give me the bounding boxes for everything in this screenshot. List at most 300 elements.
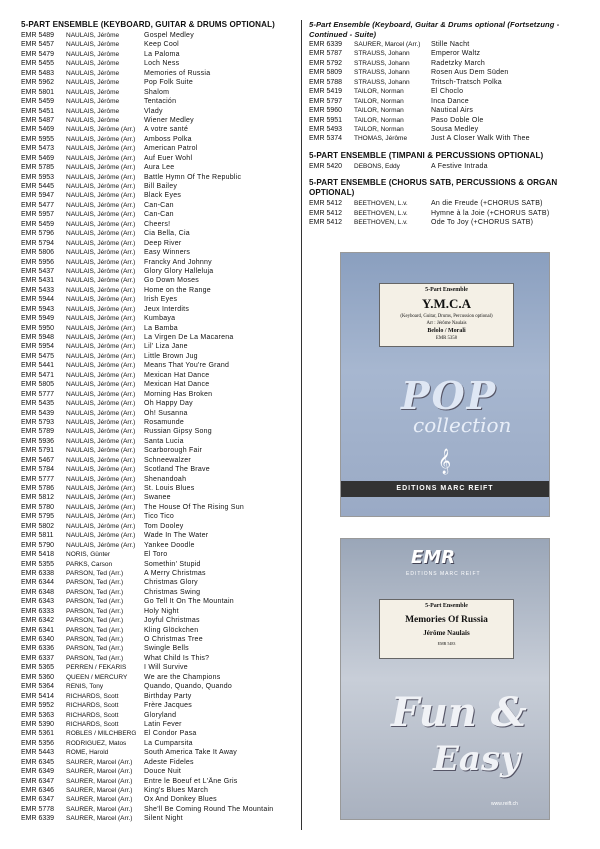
catalog-code: EMR 5479: [21, 50, 55, 58]
composer-name: PARSON, Ted (Arr.): [66, 607, 124, 615]
catalog-row: [21, 182, 299, 191]
composer-name: RODRIGUEZ, Matos: [66, 739, 127, 747]
catalog-code: EMR 5784: [21, 466, 55, 474]
catalog-code: EMR 5443: [21, 749, 55, 757]
catalog-row: [21, 475, 299, 484]
composer-name: NAULAIS, Jérôme (Arr.): [66, 220, 136, 228]
piece-title: Mexican Hat Dance: [144, 371, 210, 379]
piece-title: Frère Jacques: [144, 702, 192, 710]
catalog-row: [21, 560, 299, 569]
catalog-code: EMR 5778: [21, 805, 55, 813]
catalog-code: EMR 5441: [21, 362, 55, 370]
piece-title: Christmas Swing: [144, 588, 201, 596]
cover-ymca-code: EMR 5358: [435, 336, 458, 341]
catalog-code: EMR 5962: [21, 79, 55, 87]
section-title-keyboard: 5-PART ENSEMBLE (KEYBOARD, GUITAR & DRUMS OPTIONAL): [21, 20, 275, 29]
composer-name: PARSON, Ted (Arr.): [66, 579, 124, 587]
catalog-row: [309, 209, 581, 218]
composer-name: NAULAIS, Jérôme (Arr.): [66, 126, 136, 134]
piece-title: What Child Is This?: [144, 654, 210, 662]
cover-ymca-publisher: EDITIONS MARC REIFT: [341, 481, 549, 497]
catalog-row: [21, 795, 299, 804]
piece-title: Aura Lee: [144, 164, 175, 172]
composer-name: BEETHOVEN, L.v.: [354, 209, 408, 217]
catalog-code: EMR 5805: [21, 381, 55, 389]
piece-title: Quando, Quando, Quando: [144, 683, 233, 691]
piece-title: Stille Nacht: [431, 41, 470, 48]
composer-name: STRAUSS, Johann: [354, 50, 410, 58]
catalog-row: [21, 361, 299, 370]
catalog-code: EMR 5777: [21, 390, 55, 398]
piece-title: An die Freude (+CHORUS SATB): [431, 200, 543, 208]
catalog-row: [21, 50, 299, 59]
catalog-code: EMR 5439: [21, 409, 55, 417]
catalog-code: EMR 5793: [21, 418, 55, 426]
piece-title: Joyful Christmas: [144, 617, 200, 625]
catalog-list-continued: [309, 40, 581, 144]
catalog-row: [21, 314, 299, 323]
cover-russia-publisher: EDITIONS MARC REIFT: [406, 571, 481, 577]
composer-name: STRAUSS, Johann: [354, 59, 410, 67]
piece-title: La Bamba: [144, 324, 178, 332]
cover-memories-of-russia: [340, 538, 550, 820]
piece-title: Silent Night: [144, 815, 183, 823]
catalog-row: [21, 371, 299, 380]
composer-name: RICHARDS, Scott: [66, 702, 119, 710]
catalog-row: [21, 88, 299, 97]
composer-name: NAULAIS, Jérôme (Arr.): [66, 230, 136, 238]
composer-name: NAULAIS, Jérôme: [66, 88, 120, 96]
composer-name: NAULAIS, Jérôme (Arr.): [66, 447, 136, 455]
catalog-code: EMR 5802: [21, 522, 55, 530]
series-ampersand: &: [490, 689, 527, 736]
composer-name: NAULAIS, Jérôme (Arr.): [66, 258, 136, 266]
composer-name: TAILOR, Norman: [354, 97, 404, 105]
catalog-code: EMR 5455: [21, 60, 55, 68]
composer-name: NAULAIS, Jérôme: [66, 60, 120, 68]
catalog-code: EMR 5414: [21, 692, 55, 700]
catalog-code: EMR 6341: [21, 626, 55, 634]
catalog-row: [21, 31, 299, 40]
catalog-row: [21, 144, 299, 153]
catalog-row: [21, 446, 299, 455]
composer-name: TAILOR, Norman: [354, 107, 404, 115]
piece-title: Easy Winners: [144, 249, 191, 257]
catalog-row: [21, 418, 299, 427]
composer-name: SAURER, Marcel (Arr.): [66, 796, 133, 804]
piece-title: Gospel Medley: [144, 32, 194, 39]
piece-title: Tico Tico: [144, 513, 174, 521]
piece-title: Kling Glöckchen: [144, 626, 199, 634]
piece-title: Auf Euer Wohl: [144, 154, 193, 162]
catalog-code: EMR 5795: [21, 513, 55, 521]
composer-name: BEETHOVEN, L.v.: [354, 219, 408, 227]
catalog-row: [21, 40, 299, 49]
catalog-row: [21, 569, 299, 578]
catalog-row: [21, 295, 299, 304]
composer-name: RICHARDS, Scott: [66, 720, 119, 728]
piece-title: Home on the Range: [144, 286, 211, 294]
piece-title: Somethin' Stupid: [144, 560, 201, 568]
composer-name: SAURER, Marcel (Arr.): [66, 768, 133, 776]
cover-russia-url: www.reift.ch: [491, 801, 518, 807]
catalog-code: EMR 5364: [21, 683, 55, 691]
catalog-row: [21, 663, 299, 672]
catalog-row: [21, 616, 299, 625]
catalog-code: EMR 5431: [21, 277, 55, 285]
catalog-row: [21, 163, 299, 172]
catalog-code: EMR 5360: [21, 673, 55, 681]
catalog-code: EMR 5957: [21, 211, 55, 219]
piece-title: She'll Be Coming Round The Mountain: [144, 805, 274, 813]
catalog-row: [21, 654, 299, 663]
piece-title: Glory Glory Halleluja: [144, 267, 214, 275]
catalog-row: [21, 248, 299, 257]
catalog-code: EMR 5457: [21, 41, 55, 49]
catalog-row: [21, 814, 299, 823]
composer-name: PARKS, Carson: [66, 560, 113, 568]
catalog-row: [309, 199, 581, 208]
piece-title: La Virgen De La Macarena: [144, 334, 234, 341]
piece-title: Scarborough Fair: [144, 447, 203, 455]
piece-title: Morning Has Broken: [144, 390, 213, 398]
catalog-row: [21, 758, 299, 767]
composer-name: NAULAIS, Jérôme (Arr.): [66, 296, 136, 304]
catalog-row: [309, 106, 581, 115]
piece-title: Sousa Medley: [431, 125, 479, 133]
piece-title: South America Take It Away: [144, 749, 238, 757]
catalog-row: [309, 125, 581, 134]
composer-name: NAULAIS, Jérôme: [66, 50, 120, 58]
composer-name: TAILOR, Norman: [354, 116, 404, 124]
catalog-row: [21, 69, 299, 78]
composer-name: PARSON, Ted (Arr.): [66, 598, 124, 606]
catalog-row: [309, 68, 581, 77]
catalog-row: [21, 644, 299, 653]
catalog-code: EMR 5955: [21, 135, 55, 143]
piece-title: Bill Bailey: [144, 183, 178, 190]
composer-name: SAURER, Marcel (Arr.): [66, 805, 133, 813]
catalog-code: EMR 5777: [21, 475, 55, 483]
piece-title: Rosamunde: [144, 418, 184, 426]
catalog-code: EMR 5794: [21, 239, 55, 247]
piece-title: Tom Dooley: [144, 522, 184, 530]
composer-name: NAULAIS, Jérôme (Arr.): [66, 362, 136, 370]
catalog-row: [21, 305, 299, 314]
cover-russia-code: EMR 5483: [437, 641, 456, 646]
catalog-row: [21, 484, 299, 493]
cover-ymca-ensemble: 5-Part Ensemble: [425, 287, 468, 293]
piece-title: Pop Folk Suite: [144, 79, 194, 87]
composer-name: NAULAIS, Jérôme (Arr.): [66, 409, 136, 417]
catalog-row: [21, 786, 299, 795]
catalog-row: [21, 720, 299, 729]
composer-name: PARSON, Ted (Arr.): [66, 626, 124, 634]
catalog-code: EMR 5412: [309, 200, 343, 208]
composer-name: NORIS, Günter: [66, 551, 111, 559]
catalog-code: EMR 5949: [21, 315, 55, 323]
catalog-code: EMR 5445: [21, 183, 55, 190]
catalog-row: [21, 635, 299, 644]
catalog-code: EMR 6338: [21, 569, 55, 577]
catalog-row: [21, 682, 299, 691]
piece-title: Yankee Doodle: [144, 541, 195, 549]
catalog-code: EMR 5943: [21, 305, 55, 313]
composer-name: NAULAIS, Jérôme (Arr.): [66, 135, 136, 143]
catalog-row: [21, 673, 299, 682]
catalog-code: EMR 5786: [21, 485, 55, 492]
piece-title: Go Down Moses: [144, 277, 199, 285]
catalog-code: EMR 6347: [21, 796, 55, 804]
catalog-code: EMR 5950: [21, 324, 55, 332]
catalog-code: EMR 6339: [309, 41, 343, 48]
catalog-code: EMR 5791: [21, 447, 55, 455]
composer-name: NAULAIS, Jérôme (Arr.): [66, 192, 136, 200]
composer-name: SAURER, Marcel (Arr.): [66, 777, 133, 785]
catalog-code: EMR 5948: [21, 334, 55, 341]
composer-name: TAILOR, Norman: [354, 125, 404, 133]
piece-title: La Paloma: [144, 50, 180, 58]
catalog-row: [21, 550, 299, 559]
composer-name: NAULAIS, Jérôme: [66, 69, 120, 77]
piece-title: Tritsch-Tratsch Polka: [431, 78, 502, 86]
composer-name: NAULAIS, Jérôme (Arr.): [66, 541, 136, 549]
composer-name: NAULAIS, Jérôme (Arr.): [66, 494, 136, 502]
composer-name: NAULAIS, Jérôme: [66, 98, 120, 106]
piece-title: Shenandoah: [144, 475, 187, 483]
cover-russia-label: [379, 599, 514, 659]
catalog-code: EMR 5473: [21, 145, 55, 153]
piece-title: Birthday Party: [144, 692, 192, 700]
piece-title: Nautical Airs: [431, 107, 474, 115]
piece-title: Means That You're Grand: [144, 362, 230, 370]
piece-title: Can-Can: [144, 211, 174, 219]
catalog-list-keyboard: [21, 31, 299, 824]
piece-title: Gloryland: [144, 711, 177, 719]
piece-title: American Patrol: [144, 145, 198, 153]
composer-name: NAULAIS, Jérôme: [66, 116, 120, 124]
catalog-row: [21, 59, 299, 68]
cover-ymca-arranger: Arr : Jérôme Naulais: [426, 321, 467, 326]
catalog-code: EMR 5785: [21, 164, 55, 172]
catalog-row: [21, 107, 299, 116]
piece-title: Holy Night: [144, 607, 179, 615]
piece-title: Wiener Medley: [144, 116, 194, 124]
catalog-row: [21, 748, 299, 757]
composer-name: PARSON, Ted (Arr.): [66, 617, 124, 625]
composer-name: SAURER, Marcel (Arr.): [66, 787, 133, 794]
catalog-row: [309, 59, 581, 68]
cover-ymca-title: Y.M.C.A: [422, 296, 471, 311]
catalog-code: EMR 5780: [21, 503, 55, 511]
cover-ymca-instruments: (Keyboard, Guitar, Drums, Percussion optional): [400, 314, 493, 319]
piece-title: Vlady: [144, 107, 163, 115]
composer-name: NAULAIS, Jérôme (Arr.): [66, 522, 136, 530]
piece-title: Tentación: [144, 98, 177, 106]
catalog-code: EMR 5418: [21, 551, 55, 559]
section-title-chorus: 5-PART ENSEMBLE (CHORUS SATB, PERCUSSIONS & ORGAN OPTIONAL): [309, 178, 558, 198]
catalog-code: EMR 5469: [21, 154, 55, 162]
catalog-code: EMR 6345: [21, 758, 55, 766]
catalog-code: EMR 5437: [21, 267, 55, 275]
composer-name: BEETHOVEN, L.v.: [354, 200, 408, 208]
catalog-code: EMR 5811: [21, 532, 54, 540]
catalog-row: [21, 125, 299, 134]
piece-title: Little Brown Jug: [144, 352, 198, 360]
composer-name: SAURER, Marcel (Arr.): [354, 41, 421, 48]
composer-name: NAULAIS, Jérôme (Arr.): [66, 334, 136, 341]
catalog-row: [21, 201, 299, 210]
composer-name: NAULAIS, Jérôme (Arr.): [66, 286, 136, 294]
piece-title: King's Blues March: [144, 787, 209, 794]
composer-name: NAULAIS, Jérôme: [66, 107, 120, 115]
catalog-row: [21, 767, 299, 776]
catalog-row: [21, 512, 299, 521]
piece-title: O Christmas Tree: [144, 636, 203, 643]
catalog-row: [21, 390, 299, 399]
piece-title: Russian Gipsy Song: [144, 428, 212, 436]
emr-logo: EMR: [411, 547, 456, 568]
catalog-code: EMR 5356: [21, 739, 55, 747]
composer-name: PERREN / FEKARIS: [66, 664, 127, 672]
composer-name: STRAUSS, Johann: [354, 69, 410, 77]
catalog-row: [309, 116, 581, 125]
catalog-row: [21, 191, 299, 200]
catalog-code: EMR 6348: [21, 588, 55, 596]
piece-title: Radetzky March: [431, 59, 486, 67]
composer-name: NAULAIS, Jérôme (Arr.): [66, 154, 136, 162]
composer-name: NAULAIS, Jérôme (Arr.): [66, 239, 136, 247]
composer-name: NAULAIS, Jérôme: [66, 79, 120, 87]
piece-title: Schneewalzer: [144, 456, 191, 464]
composer-name: PARSON, Ted (Arr.): [66, 645, 124, 653]
composer-name: TAILOR, Norman: [354, 88, 404, 96]
catalog-list-chorus: [309, 199, 581, 227]
catalog-row: [21, 701, 299, 710]
catalog-code: EMR 5475: [21, 352, 55, 360]
catalog-row: [21, 276, 299, 285]
piece-title: Francky And Johnny: [144, 258, 212, 266]
catalog-code: EMR 6349: [21, 768, 55, 776]
section-title-timpani: 5-PART ENSEMBLE (TIMPANI & PERCUSSIONS OPTIONAL): [309, 150, 544, 160]
piece-title: Scotland The Brave: [144, 466, 210, 474]
composer-name: STRAUSS, Johann: [354, 78, 410, 86]
catalog-code: EMR 5374: [309, 135, 343, 143]
catalog-code: EMR 5487: [21, 116, 55, 124]
treble-clef-icon: 𝄞: [438, 448, 452, 473]
piece-title: Wade In The Water: [144, 532, 209, 540]
catalog-row: [21, 777, 299, 786]
catalog-code: EMR 5787: [309, 50, 343, 58]
piece-title: Oh Happy Day: [144, 400, 193, 408]
catalog-code: EMR 5952: [21, 702, 55, 710]
catalog-code: EMR 6342: [21, 617, 55, 625]
catalog-row: [21, 578, 299, 587]
piece-title: Santa Lucia: [144, 437, 184, 445]
cover-ymca-label: [379, 283, 514, 347]
catalog-row: [21, 399, 299, 408]
piece-title: Ox And Donkey Blues: [144, 796, 217, 804]
composer-name: NAULAIS, Jérôme (Arr.): [66, 437, 136, 445]
composer-name: NAULAIS, Jérôme (Arr.): [66, 485, 136, 492]
composer-name: NAULAIS, Jérôme (Arr.): [66, 456, 136, 464]
catalog-code: EMR 5459: [21, 220, 55, 228]
left-column: [21, 20, 299, 824]
catalog-code: EMR 6337: [21, 654, 55, 662]
cover-ymca-series-collection: collection: [413, 413, 512, 437]
catalog-row: [21, 342, 299, 351]
catalog-code: EMR 5951: [309, 116, 343, 124]
piece-title: Douce Nuit: [144, 768, 182, 776]
piece-title: El Choclo: [431, 88, 464, 96]
composer-name: SAURER, Marcel (Arr.): [66, 815, 133, 823]
composer-name: NAULAIS, Jérôme (Arr.): [66, 249, 136, 257]
piece-title: Swingle Bells: [144, 645, 189, 653]
composer-name: NAULAIS, Jérôme (Arr.): [66, 305, 136, 313]
catalog-code: EMR 5451: [21, 107, 55, 115]
catalog-code: EMR 5797: [309, 97, 343, 105]
piece-title: Ode To Joy (+CHORUS SATB): [431, 219, 534, 227]
catalog-row: [21, 380, 299, 389]
catalog-code: EMR 5947: [21, 192, 55, 200]
catalog-code: EMR 5412: [309, 219, 343, 227]
composer-name: THOMAS, Jérôme: [354, 135, 408, 143]
catalog-row: [21, 258, 299, 267]
composer-name: NAULAIS, Jérôme: [66, 32, 120, 39]
catalog-row: [21, 597, 299, 606]
cover-ymca-series-pop: POP: [401, 373, 498, 418]
piece-title: Jeux Interdits: [144, 305, 190, 313]
catalog-row: [21, 427, 299, 436]
catalog-code: EMR 6344: [21, 579, 55, 587]
composer-name: NAULAIS, Jérôme (Arr.): [66, 475, 136, 483]
piece-title: Amboss Polka: [144, 135, 192, 143]
piece-title: Mexican Hat Dance: [144, 381, 210, 389]
composer-name: ROBLES / MILCHBERG: [66, 730, 137, 738]
catalog-row: [21, 97, 299, 106]
composer-name: NAULAIS, Jérôme (Arr.): [66, 183, 136, 190]
piece-title: Just A Closer Walk With Thee: [431, 135, 530, 143]
catalog-code: EMR 5471: [21, 371, 55, 379]
catalog-row: [21, 154, 299, 163]
cover-russia-series-fun: [391, 689, 527, 736]
catalog-code: EMR 5792: [309, 59, 343, 67]
catalog-row: [21, 692, 299, 701]
composer-name: NAULAIS, Jérôme (Arr.): [66, 503, 136, 511]
catalog-code: EMR 6343: [21, 598, 55, 606]
piece-title: La Cumparsita: [144, 739, 193, 747]
piece-title: El Toro: [144, 551, 168, 559]
catalog-code: EMR 5483: [21, 69, 55, 77]
composer-name: NAULAIS, Jérôme (Arr.): [66, 381, 136, 389]
catalog-row: [21, 352, 299, 361]
catalog-row: [21, 805, 299, 814]
catalog-row: [309, 162, 581, 171]
piece-title: A Festive Intrada: [431, 162, 488, 170]
composer-name: RICHARDS, Scott: [66, 711, 119, 719]
catalog-code: EMR 5363: [21, 711, 55, 719]
piece-title: A votre santé: [144, 126, 189, 134]
piece-title: Kumbaya: [144, 315, 176, 323]
composer-name: RENIS, Tony: [66, 683, 104, 691]
piece-title: Inca Dance: [431, 97, 469, 105]
catalog-row: [21, 116, 299, 125]
catalog-code: EMR 5477: [21, 201, 55, 209]
catalog-row: [21, 135, 299, 144]
composer-name: PARSON, Ted (Arr.): [66, 588, 124, 596]
composer-name: NAULAIS, Jérôme (Arr.): [66, 164, 136, 172]
series-fun-word: Fun: [391, 689, 477, 736]
